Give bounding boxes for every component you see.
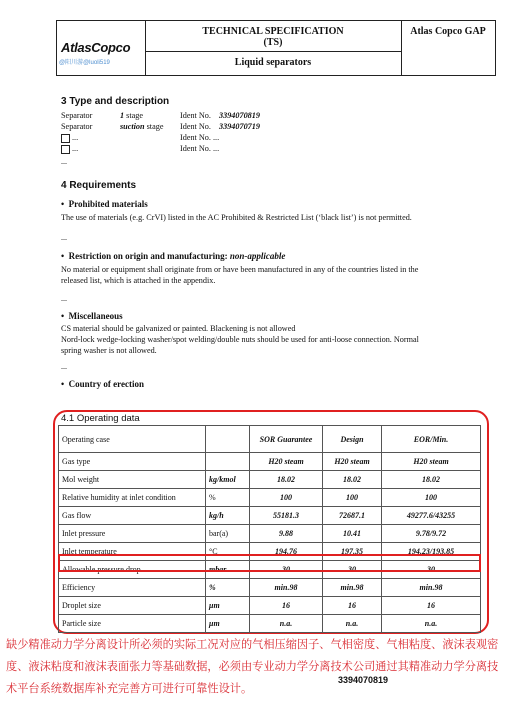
table-row: Mol weight kg/kmol 18.02 18.02 18.02 <box>59 471 481 489</box>
table-row-highlighted: Allowable pressure drop mbar 30 30 30 <box>59 561 481 579</box>
table-header-row: Operating case SOR Guarantee Design EOR/Min. <box>59 426 481 453</box>
ident-label: Ident No. <box>180 111 211 120</box>
ellipsis: ... <box>61 233 67 242</box>
type-stage: 1 stage <box>120 111 143 120</box>
table-row: Efficiency % min.98 min.98 min.98 <box>59 579 481 597</box>
type-name: Separator <box>61 122 93 131</box>
chinese-caption: 缺少精准动力学分离设计所必须的实际工况对应的气相压缩因子、气相密度、气相粘度、液沫表观密度、液沫粘度和液沫表面张力等基础数据，必须由专业动力学分离技术公司通过其精准动力学分离技术平台系统数据库补充完善方可进行可靠性设计。 <box>6 638 499 695</box>
checkbox-row: ... <box>61 132 78 143</box>
prohibited-title: • Prohibited materials <box>61 199 148 209</box>
ident-number: 3394070719 <box>219 122 260 131</box>
table-row: Inlet pressure bar(a) 9.88 10.41 9.78/9.72 <box>59 525 481 543</box>
pressure-drop-highlight <box>58 554 481 572</box>
ident-number: 3394070819 <box>219 111 260 120</box>
misc-text: CS material should be galvanized or painted. Blackening is not allowed Nord-lock wedge-locking washer/spot welding/double nuts should be used for anti-loose connection. Normal spring washer is not allowed. <box>61 324 419 355</box>
ident-label: Ident No. ... <box>180 133 220 142</box>
type-stage: suction stage <box>120 122 164 131</box>
title-block <box>145 21 401 52</box>
table-row: Particle size μm n.a. n.a. n.a. <box>59 615 481 633</box>
restriction-text: No material or equipment shall originate from or have been manufactured in any of the countries listed in the released list, which is attached in the appendix. <box>61 265 419 285</box>
title-line2: (TS) <box>263 37 283 48</box>
ellipsis: ... <box>61 362 67 371</box>
table-row: Gas flow kg/h 55181.3 72687.1 49277.6/43255 <box>59 507 481 525</box>
operating-data-table <box>58 425 481 633</box>
ellipsis: ... <box>61 294 67 303</box>
watermark: @阳川游@luoli519 <box>59 60 110 66</box>
table-row: Relative humidity at inlet condition % 100 100 100 <box>59 489 481 507</box>
section3-heading: 3 Type and description <box>61 96 170 107</box>
subtitle: Liquid separators <box>234 57 312 68</box>
document-header <box>56 20 496 76</box>
misc-title: • Miscellaneous <box>61 311 123 321</box>
ellipsis: ... <box>61 157 67 166</box>
table-row: Gas type H20 steam H20 steam H20 steam <box>59 453 481 471</box>
restriction-title: • Restriction on origin and manufacturing: non-applicable <box>61 251 286 261</box>
ident-label: Ident No. <box>180 122 211 131</box>
title-line1: TECHNICAL SPECIFICATION <box>202 26 344 37</box>
ident-label: Ident No. ... <box>180 144 220 153</box>
atlas-copco-logo: AtlasCopco <box>61 40 131 55</box>
footer-ident-number: 3394070819 <box>338 675 389 685</box>
checkbox[interactable] <box>61 145 70 154</box>
section4-heading: 4 Requirements <box>61 180 137 191</box>
table-row: Inlet temperature °C 194.76 197.35 194.23/193.85 <box>59 543 481 561</box>
company-name: Atlas Copco GAP <box>410 26 486 37</box>
table-row: Droplet size μm 16 16 16 <box>59 597 481 615</box>
type-name: Separator <box>61 111 93 120</box>
checkbox-row: ... <box>61 143 78 154</box>
operating-data-heading: 4.1 Operating data <box>61 413 140 424</box>
logo-cell <box>57 21 146 75</box>
title-cell <box>145 21 402 75</box>
country-title: • Country of erection <box>61 379 144 389</box>
checkbox[interactable] <box>61 134 70 143</box>
prohibited-text: The use of materials (e.g. CrVI) listed in the AC Prohibited & Restricted List (‘black list’) is not permitted. <box>61 213 412 222</box>
type-row <box>61 110 92 121</box>
